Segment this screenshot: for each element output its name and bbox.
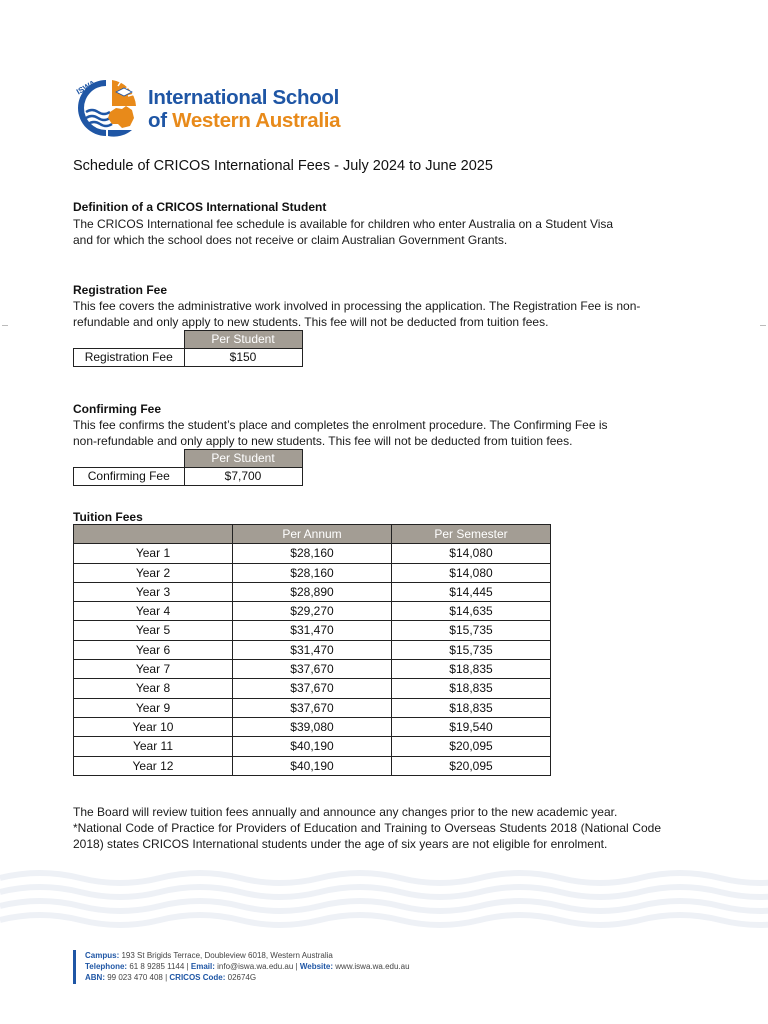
table-row: [74, 660, 551, 679]
table-cell-year: Year 2: [74, 563, 233, 582]
definition-heading: Definition of a CRICOS International Student: [73, 200, 327, 214]
board-review-note: The Board will review tuition fees annually and announce any changes prior to the new academic year.: [73, 805, 618, 819]
table-cell-label: Confirming Fee: [74, 468, 185, 486]
table-row: [74, 679, 551, 698]
definition-text: The CRICOS International fee schedule is available for children who enter Australia on a Student Visa and for which the school does not receive or claim Australian Government Grants.: [73, 217, 614, 248]
crop-mark: [2, 325, 8, 326]
table-cell-label: Registration Fee: [74, 349, 185, 367]
table-cell-per-annum: $28,160: [233, 563, 392, 582]
confirming-text: This fee confirms the student’s place and completes the enrolment procedure. The Confirming Fee is non-refundable and only apply to new students. This fee will not be deducted from tuition fees.: [73, 418, 608, 449]
confirming-fee-table: [73, 449, 303, 486]
crop-mark: [760, 325, 766, 326]
table-cell-per-semester: $18,835: [392, 679, 551, 698]
table-row: [74, 717, 551, 736]
table-cell-per-annum: $37,670: [233, 679, 392, 698]
confirming-heading: Confirming Fee: [73, 402, 162, 416]
registration-fee-table: [73, 330, 303, 367]
table-header: Per Annum: [233, 525, 392, 544]
table-cell-per-semester: $14,080: [392, 563, 551, 582]
table-row: [74, 544, 551, 563]
website-link[interactable]: www.iswa.wa.edu.au: [335, 962, 410, 971]
table-cell-year: Year 3: [74, 582, 233, 601]
table-row: [74, 698, 551, 717]
wave-pattern-decoration: [0, 868, 768, 938]
email-link[interactable]: info@iswa.wa.edu.au: [217, 962, 294, 971]
table-header-blank: [74, 450, 185, 468]
table-cell-year: Year 10: [74, 717, 233, 736]
footer-line-campus: Campus: 193 St Brigids Terrace, Doubleview 6018, Western Australia: [85, 951, 333, 960]
table-cell-year: Year 11: [74, 737, 233, 756]
cricos-code: 02674G: [227, 973, 257, 982]
table-row: [74, 468, 303, 486]
table-row: [74, 349, 303, 367]
table-cell-per-semester: $19,540: [392, 717, 551, 736]
table-cell-per-annum: $37,670: [233, 698, 392, 717]
table-cell-per-semester: $18,835: [392, 660, 551, 679]
table-cell-per-semester: $20,095: [392, 737, 551, 756]
abn-number: 99 023 470 408: [107, 973, 163, 982]
table-cell-year: Year 4: [74, 602, 233, 621]
logo-badge-text: ISWA: [74, 78, 98, 97]
table-cell-year: Year 1: [74, 544, 233, 563]
table-cell-per-annum: $37,670: [233, 660, 392, 679]
page-title: Schedule of CRICOS International Fees - July 2024 to June 2025: [73, 158, 493, 174]
logo-name-line1: International School: [148, 86, 340, 109]
table-cell-per-annum: $29,270: [233, 602, 392, 621]
table-cell-per-semester: $14,080: [392, 544, 551, 563]
school-crest-icon: [72, 76, 142, 138]
table-cell-per-annum: $28,160: [233, 544, 392, 563]
school-logo: [72, 76, 372, 138]
footer-line-contact: Telephone: 61 8 9285 1144 | Email: info@iswa.wa.edu.au | Website: www.iswa.wa.edu.au: [85, 962, 410, 971]
table-header: Per Semester: [392, 525, 551, 544]
table-cell-year: Year 9: [74, 698, 233, 717]
logo-name-accent: Western Australia: [172, 109, 341, 132]
table-header: [74, 525, 233, 544]
campus-address: 193 St Brigids Terrace, Doubleview 6018, Western Australia: [121, 951, 333, 960]
logo-name-line2: of Western Australia: [148, 109, 341, 132]
contact-footer: [73, 950, 410, 984]
table-cell-per-semester: $14,445: [392, 582, 551, 601]
table-cell-per-annum: $40,190: [233, 737, 392, 756]
table-header-blank: [74, 331, 185, 349]
tuition-fee-table: [73, 524, 551, 776]
table-cell-per-semester: $14,635: [392, 602, 551, 621]
table-cell-per-semester: $15,735: [392, 621, 551, 640]
table-row: [74, 756, 551, 775]
registration-text: This fee covers the administrative work involved in processing the application. The Registration Fee is non- refundable and only apply to new students. This fee will not be deducted from tuition fees.: [73, 299, 641, 330]
table-cell-year: Year 6: [74, 640, 233, 659]
table-header: Per Student: [184, 450, 302, 468]
table-cell-per-semester: $18,835: [392, 698, 551, 717]
table-cell-per-annum: $28,890: [233, 582, 392, 601]
table-row: [74, 640, 551, 659]
table-cell-per-annum: $40,190: [233, 756, 392, 775]
table-cell-year: Year 7: [74, 660, 233, 679]
table-header-row: [74, 525, 551, 544]
fee-notes: [73, 804, 661, 853]
table-cell-per-semester: $20,095: [392, 756, 551, 775]
table-cell-per-semester: $15,735: [392, 640, 551, 659]
national-code-note: *National Code of Practice for Providers of Education and Training to Overseas Students 2018 (National Code 2018) states CRICOS International students under the age of six years are not eligible for enrolment.: [73, 821, 661, 852]
table-row: [74, 582, 551, 601]
tuition-heading: Tuition Fees: [73, 510, 143, 524]
footer-line-codes: ABN: 99 023 470 408 | CRICOS Code: 02674G: [85, 973, 257, 982]
table-row: [74, 621, 551, 640]
table-cell-amount: $150: [184, 349, 302, 367]
table-row: [74, 737, 551, 756]
table-cell-year: Year 5: [74, 621, 233, 640]
table-cell-year: Year 8: [74, 679, 233, 698]
table-row: [74, 602, 551, 621]
telephone-number: 61 8 9285 1144: [129, 962, 185, 971]
table-cell-per-annum: $39,080: [233, 717, 392, 736]
table-cell-per-annum: $31,470: [233, 640, 392, 659]
table-row: [74, 563, 551, 582]
table-cell-per-annum: $31,470: [233, 621, 392, 640]
table-header: Per Student: [184, 331, 302, 349]
table-cell-amount: $7,700: [184, 468, 302, 486]
table-cell-year: Year 12: [74, 756, 233, 775]
registration-heading: Registration Fee: [73, 283, 168, 297]
